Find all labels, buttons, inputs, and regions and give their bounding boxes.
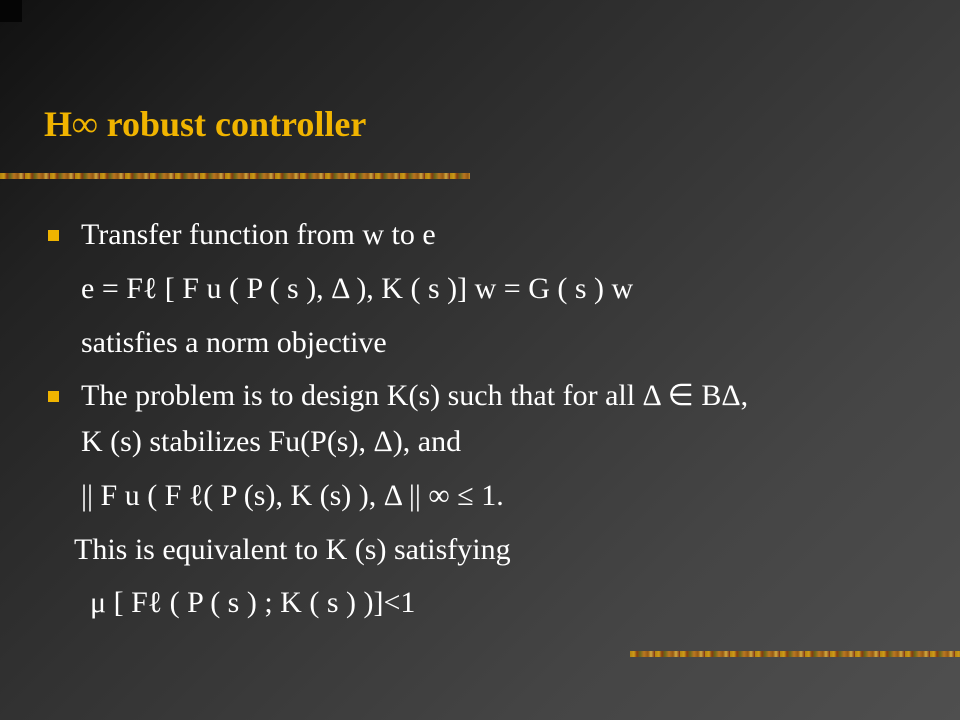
bottom-divider [630,651,960,657]
bullet-text: Transfer function from w to e [81,218,436,251]
bullet-marker [48,391,59,402]
bullet-marker [48,230,59,241]
continuation-line: satisfies a norm objective [81,326,387,359]
continuation-line: K (s) stabilizes Fu(P(s), Δ), and [81,425,462,458]
statement-line: This is equivalent to K (s) satisfying [74,533,511,566]
title-divider [0,173,470,179]
mu-condition-line: μ [ Fℓ ( P ( s ) ; K ( s ) )]<1 [90,586,416,619]
corner-shade [0,0,22,22]
equation-line: e = Fℓ [ F u ( P ( s ), Δ ), K ( s )] w = G ( s ) w [81,272,634,305]
bullet-text: The problem is to design K(s) such that for all Δ ∈ BΔ, [81,379,749,412]
inequality-line: || F u ( F ℓ( P (s), K (s) ), Δ || ∞ ≤ 1. [81,479,504,512]
slide-title: H∞ robust controller [44,104,367,144]
